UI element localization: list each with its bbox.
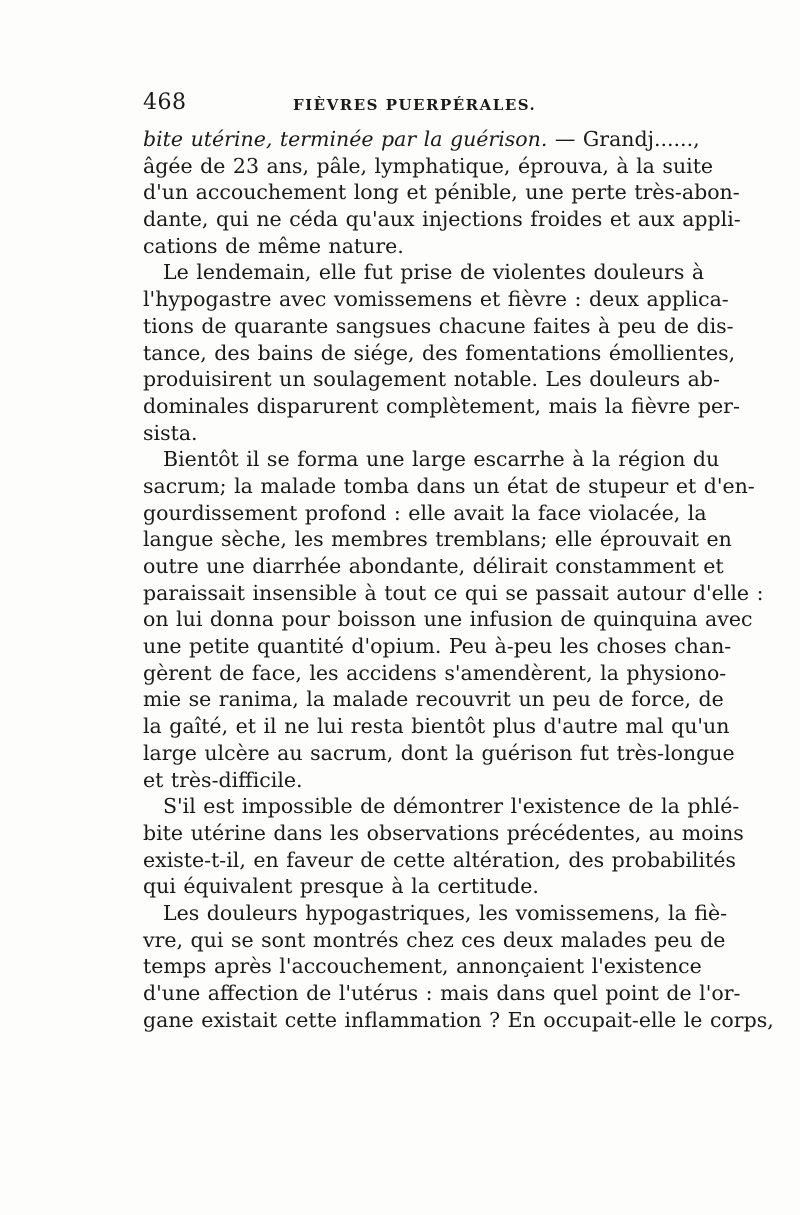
line-text: et très-difficile. [143,767,303,792]
line-text: dominales disparurent complètement, mais la fièvre per- [143,393,740,418]
text-line [143,686,724,713]
text-line [143,793,740,820]
line-text: mie se ranima, la malade recouvrit un peu de force, de [143,687,724,712]
line-text: sista. [143,420,198,445]
text-line [143,206,741,233]
text-line [143,873,666,900]
text-line [143,660,727,687]
text-line [143,847,736,874]
line-text: produisirent un soulagement notable. Les douleurs ab- [143,367,720,392]
line-text: d'une affection de l'utérus : mais dans quel point de l'or- [143,981,741,1005]
italic-text: bite utérine, terminée par la guérison. [143,127,548,151]
line-text: Bientôt il se forma une large escarrhe à la région du [163,447,720,472]
line-text: vre, qui se sont montrés chez ces deux malades peu de [143,927,726,952]
line-text: langue sèche, les membres tremblans; elle éprouvait en [143,527,732,552]
text-line [143,420,666,447]
text-line [143,900,728,927]
line-text: une petite quantité d'opium. Peu à-peu les choses chan- [143,634,732,659]
text-line [143,259,705,286]
line-text: dante, qui ne céda qu'aux injections froides et aux appli- [143,207,741,232]
line-text: bite utérine dans les observations précédentes, au moins [143,820,744,845]
text-line [143,179,740,206]
text-line [143,366,720,393]
running-head [143,90,663,120]
line-text: qui équivalent presque à la certitude. [143,874,539,899]
text-line [143,473,755,500]
text-line [143,233,666,260]
text-line [143,740,735,767]
text-line [143,980,741,1007]
text-line [143,553,724,580]
line-text: Les douleurs hypogastriques, les vomissemens, la fiè- [163,900,728,925]
text-line [143,126,700,153]
text-line [143,153,714,180]
text-line [143,1007,774,1034]
body-text [143,126,774,1033]
text-line [143,286,729,313]
line-text: Le lendemain, elle fut prise de violentes douleurs à [163,260,705,285]
line-text: cations de même nature. [143,233,404,258]
line-text: existe-t-il, en faveur de cette altération, des probabilités [143,847,736,872]
text-line [143,393,740,420]
running-title: FIÈVRES PUERPÉRALES. [293,96,537,114]
text-line [143,953,702,980]
line-text: l'hypogastre avec vomissemens et fièvre : deux applica- [143,287,729,312]
line-text: tance, des bains de siége, des fomentations émollientes, [143,340,736,365]
text-line [143,313,734,340]
line-text: âgée de 23 ans, pâle, lymphatique, éprouva, à la suite [143,153,714,178]
text-line [143,927,726,954]
line-text: tions de quarante sangsues chacune faites à peu de dis- [143,313,734,338]
line-text: la gaîté, et il ne lui resta bientôt plus d'autre mal qu'un [143,714,730,739]
text-line [143,446,720,473]
text-line [143,580,764,607]
text-line [143,713,730,740]
text-line [143,526,732,553]
line-text: — Grandj......, [547,127,700,151]
line-text: paraissait insensible à tout ce qui se passait autour d'elle : [143,580,764,605]
line-text: d'un accouchement long et pénible, une perte très-abon- [143,180,740,205]
line-text: gèrent de face, les accidens s'amendèrent, la physiono- [143,660,727,685]
line-text: on lui donna pour boisson une infusion de quinquina avec [143,607,753,632]
text-line [143,820,744,847]
text-line [143,633,732,660]
text-line [143,500,707,527]
line-text: temps après l'accouchement, annonçaient l'existence [143,954,702,979]
line-text: gourdissement profond : elle avait la face violacée, la [143,500,707,525]
line-text: S'il est impossible de démontrer l'existence de la phlé- [163,794,740,819]
line-text: large ulcère au sacrum, dont la guérison fut très-longue [143,740,735,765]
line-text: gane existait cette inflammation ? En occupait-elle le corps, [143,1007,774,1032]
line-text: outre une diarrhée abondante, délirait constamment et [143,554,724,578]
page-number: 468 [143,90,187,115]
text-line [143,606,753,633]
line-text: sacrum; la malade tomba dans un état de stupeur et d'en- [143,473,755,498]
text-line [143,767,666,794]
text-line [143,340,736,367]
